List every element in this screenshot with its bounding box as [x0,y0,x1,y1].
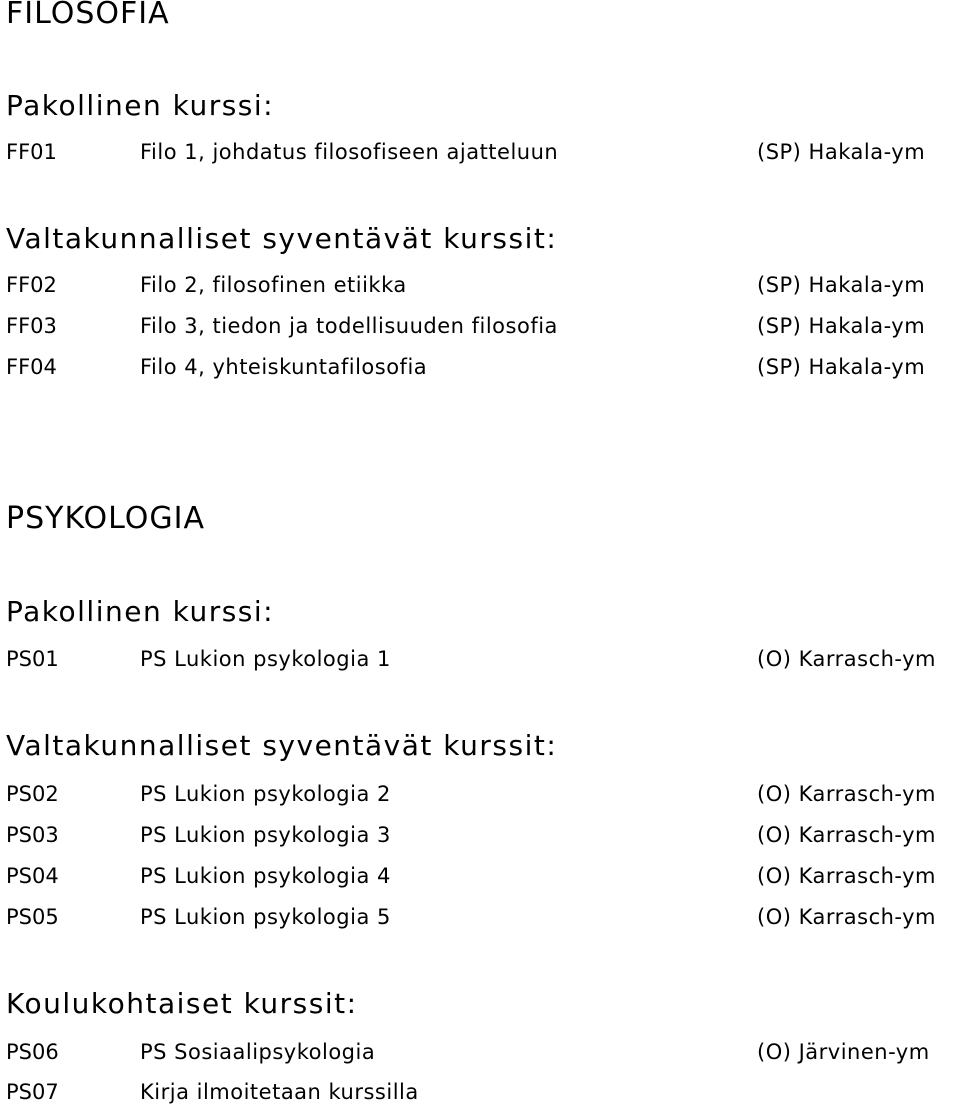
course-teacher: (O) Karrasch-ym [757,905,937,929]
course-code: FF02 [6,273,57,297]
course-name: PS Lukion psykologia 5 [140,905,391,929]
course-row [0,271,960,299]
course-name: Filo 4, yhteiskuntafilosofia [140,355,428,379]
course-teacher: (O) Karrasch-ym [757,823,937,847]
course-name: PS Lukion psykologia 1 [140,647,391,671]
course-teacher: (SP) Hakala-ym [757,314,926,338]
course-name: Filo 2, filosofinen etiikka [140,273,407,297]
course-row [0,821,960,849]
course-code: PS04 [6,864,59,888]
course-code: PS06 [6,1040,59,1064]
section-heading-national: Valtakunnalliset syventävät kurssit: [6,222,558,255]
course-name: PS Sosiaalipsykologia [140,1040,376,1064]
course-teacher: (SP) Hakala-ym [757,273,926,297]
course-name: Filo 1, johdatus filosofiseen ajatteluun [140,140,559,164]
subject-title-filosofia: FILOSOFIA [6,0,170,31]
course-name: PS Lukion psykologia 4 [140,864,391,888]
course-code: FF04 [6,355,57,379]
section-heading-mandatory: Pakollinen kurssi: [6,89,275,122]
course-teacher: (O) Karrasch-ym [757,864,937,888]
subject-title-psykologia: PSYKOLOGIA [6,501,205,536]
course-row [0,1078,960,1106]
section-heading-mandatory: Pakollinen kurssi: [6,595,275,628]
course-teacher: (SP) Hakala-ym [757,140,926,164]
course-name: Filo 3, tiedon ja todellisuuden filosofia [140,314,558,338]
course-row [0,862,960,890]
course-code: PS01 [6,647,59,671]
course-row [0,138,960,166]
course-row [0,780,960,808]
course-code: PS02 [6,782,59,806]
course-teacher: (O) Karrasch-ym [757,782,937,806]
course-code: PS05 [6,905,59,929]
course-row [0,645,960,673]
course-name: PS Lukion psykologia 2 [140,782,391,806]
course-row [0,353,960,381]
course-teacher: (O) Karrasch-ym [757,647,937,671]
section-heading-school: Koulukohtaiset kurssit: [6,987,358,1020]
course-row [0,903,960,931]
course-name: PS Lukion psykologia 3 [140,823,391,847]
section-heading-national: Valtakunnalliset syventävät kurssit: [6,729,558,762]
course-row [0,312,960,340]
course-teacher: (O) Järvinen-ym [757,1040,930,1064]
course-name: Kirja ilmoitetaan kurssilla [140,1080,419,1104]
course-row [0,1038,960,1066]
course-code: FF01 [6,140,57,164]
course-code: FF03 [6,314,57,338]
course-code: PS03 [6,823,59,847]
course-code: PS07 [6,1080,59,1104]
course-teacher: (SP) Hakala-ym [757,355,926,379]
